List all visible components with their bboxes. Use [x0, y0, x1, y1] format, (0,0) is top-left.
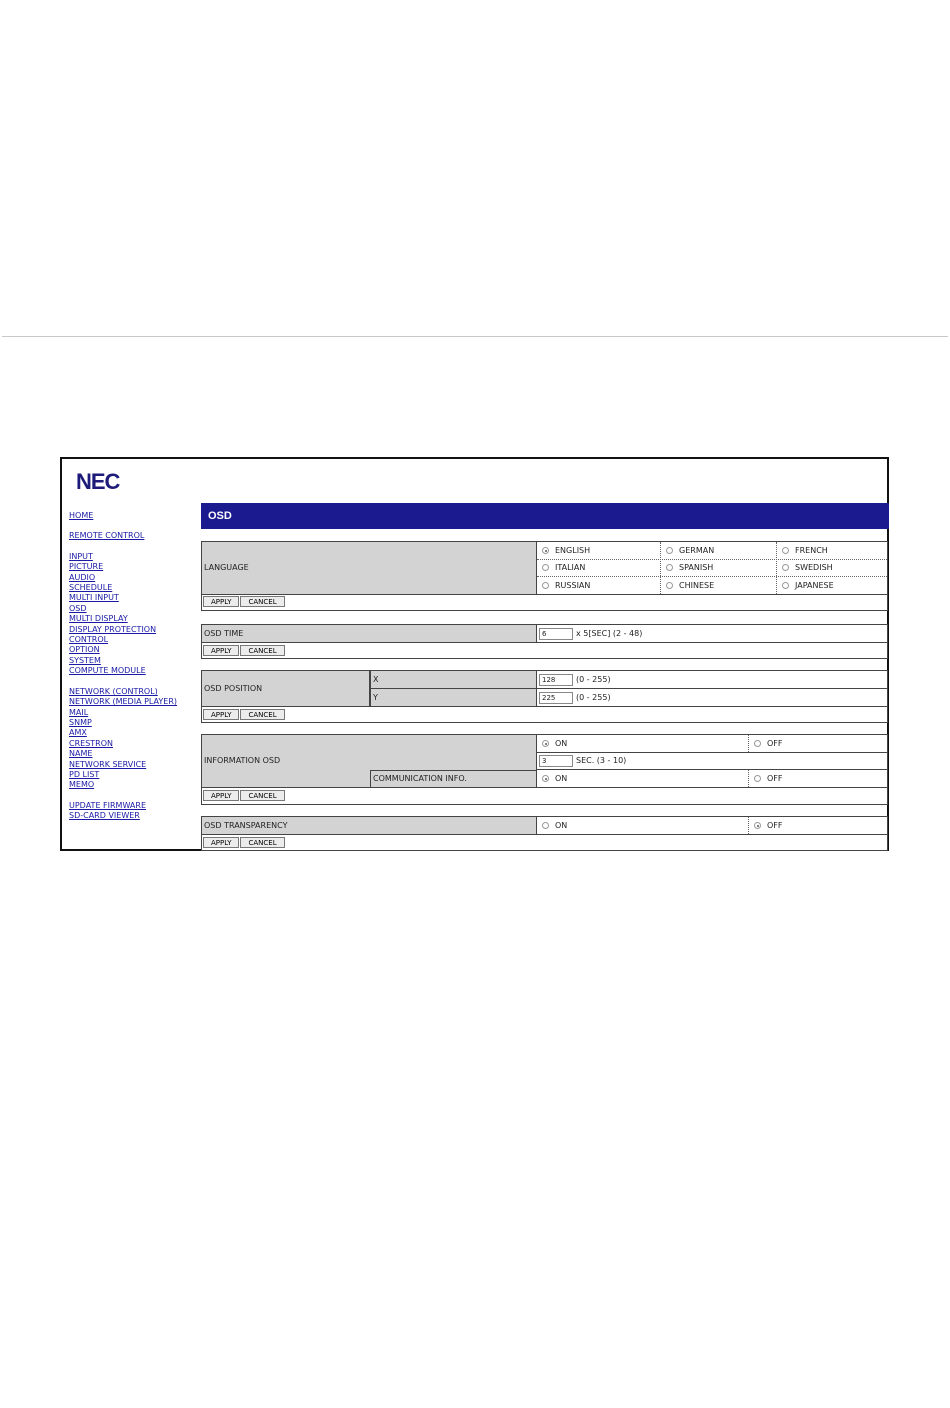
- language-option-chinese[interactable]: CHINESE: [662, 576, 774, 594]
- sidebar-link-osd[interactable]: OSD: [69, 603, 87, 613]
- osd-transparency-on-option[interactable]: ON: [538, 817, 746, 834]
- communication-info-label: COMMUNICATION INFO.: [370, 770, 537, 787]
- sidebar-link-option[interactable]: OPTION: [69, 645, 100, 655]
- radio-icon[interactable]: [754, 775, 761, 782]
- communication-info-on-option[interactable]: ON: [538, 770, 746, 787]
- osd-time-field: [538, 625, 878, 642]
- cancel-button[interactable]: CANCEL: [240, 790, 284, 801]
- sidebar-link-crestron[interactable]: CRESTRON: [69, 738, 114, 748]
- sidebar-link-update-firmware[interactable]: UPDATE FIRMWARE: [69, 800, 147, 810]
- sidebar-link-picture[interactable]: PICTURE: [69, 562, 104, 572]
- information-osd-sec-input[interactable]: 3: [539, 755, 573, 767]
- osd-transparency-section: [201, 816, 888, 851]
- apply-button[interactable]: APPLY: [203, 790, 239, 801]
- language-option-italian[interactable]: ITALIAN: [538, 559, 658, 576]
- information-osd-sec-field: 3 SEC. (3 - 10): [538, 752, 878, 769]
- radio-selected-icon[interactable]: [754, 822, 761, 829]
- language-option-swedish[interactable]: SWEDISH: [778, 559, 886, 576]
- sidebar-link-display-protection[interactable]: DISPLAY PROTECTION: [69, 624, 157, 634]
- radio-icon[interactable]: [542, 582, 549, 589]
- osd-position-y-label: Y: [370, 689, 537, 706]
- radio-icon[interactable]: [782, 547, 789, 554]
- language-option-german[interactable]: GERMAN: [662, 542, 774, 559]
- sidebar-link-input[interactable]: INPUT: [69, 551, 93, 561]
- radio-icon[interactable]: [666, 564, 673, 571]
- sidebar-link-network-media-player[interactable]: NETWORK (MEDIA PLAYER): [69, 697, 178, 707]
- radio-icon[interactable]: [782, 582, 789, 589]
- language-option-english[interactable]: ENGLISH: [538, 542, 658, 559]
- sidebar-link-mail[interactable]: MAIL: [69, 707, 89, 717]
- radio-icon[interactable]: [754, 740, 761, 747]
- sidebar-link-sd-card-viewer[interactable]: SD-CARD VIEWER: [69, 811, 140, 821]
- language-option-japanese[interactable]: JAPANESE: [778, 576, 886, 594]
- cancel-button[interactable]: CANCEL: [240, 645, 284, 656]
- osd-time-unit: x 5[SEC] (2 - 48): [576, 629, 643, 638]
- sidebar-link-compute-module[interactable]: COMPUTE MODULE: [69, 666, 146, 676]
- osd-transparency-off-option[interactable]: OFF: [750, 817, 886, 834]
- sidebar-link-network-service[interactable]: NETWORK SERVICE: [69, 759, 147, 769]
- language-option-french[interactable]: FRENCH: [778, 542, 886, 559]
- osd-position-buttons: [203, 709, 285, 720]
- cancel-button[interactable]: CANCEL: [240, 709, 284, 720]
- osd-time-label: OSD TIME: [202, 625, 537, 642]
- sidebar-link-pd-list[interactable]: PD LIST: [69, 769, 100, 779]
- osd-transparency-buttons: [203, 837, 285, 848]
- apply-button[interactable]: APPLY: [203, 709, 239, 720]
- page-title: OSD: [201, 503, 889, 529]
- osd-time-section: [201, 624, 888, 659]
- language-label: LANGUAGE: [202, 542, 537, 594]
- osd-position-y-input[interactable]: 225: [539, 692, 573, 704]
- sidebar-link-snmp[interactable]: SNMP: [69, 717, 92, 727]
- information-osd-section: [201, 734, 888, 805]
- radio-selected-icon[interactable]: [542, 547, 549, 554]
- sidebar-link-multi-display[interactable]: MULTI DISPLAY: [69, 614, 128, 624]
- cancel-button[interactable]: CANCEL: [240, 837, 284, 848]
- browser-frame: [60, 457, 889, 851]
- sidebar-link-amx[interactable]: AMX: [69, 728, 87, 738]
- radio-icon[interactable]: [666, 547, 673, 554]
- osd-time-buttons: [203, 645, 285, 656]
- osd-position-y-field: 225 (0 - 255): [538, 689, 878, 706]
- page-divider: [2, 336, 948, 337]
- sidebar-link-memo[interactable]: MEMO: [69, 780, 95, 790]
- information-osd-off-option[interactable]: OFF: [750, 735, 886, 752]
- sidebar-link-name[interactable]: NAME: [69, 749, 93, 759]
- sidebar-nav: [69, 511, 199, 822]
- osd-position-label: OSD POSITION: [202, 671, 370, 706]
- sidebar-link-schedule[interactable]: SCHEDULE: [69, 583, 113, 593]
- sidebar-link-home[interactable]: HOME: [69, 511, 94, 520]
- radio-selected-icon[interactable]: [542, 740, 549, 747]
- radio-icon[interactable]: [666, 582, 673, 589]
- main-content: [201, 503, 889, 847]
- sidebar-link-system[interactable]: SYSTEM: [69, 655, 101, 665]
- sidebar-link-audio[interactable]: AUDIO: [69, 572, 96, 582]
- osd-position-section: [201, 670, 888, 723]
- information-osd-buttons: [203, 790, 285, 801]
- cancel-button[interactable]: CANCEL: [240, 596, 284, 607]
- sidebar-link-multi-input[interactable]: MULTI INPUT: [69, 593, 119, 603]
- radio-icon[interactable]: [542, 822, 549, 829]
- apply-button[interactable]: APPLY: [203, 837, 239, 848]
- language-section: [201, 541, 888, 611]
- sidebar-link-control[interactable]: CONTROL: [69, 635, 109, 645]
- language-option-spanish[interactable]: SPANISH: [662, 559, 774, 576]
- apply-button[interactable]: APPLY: [203, 596, 239, 607]
- sidebar-link-remote-control[interactable]: REMOTE CONTROL: [69, 531, 145, 541]
- radio-selected-icon[interactable]: [542, 775, 549, 782]
- language-buttons: [203, 596, 285, 607]
- language-option-russian[interactable]: RUSSIAN: [538, 576, 658, 594]
- information-osd-on-option[interactable]: ON: [538, 735, 746, 752]
- radio-icon[interactable]: [542, 564, 549, 571]
- osd-position-x-label: X: [370, 671, 537, 688]
- osd-time-input[interactable]: 6: [539, 628, 573, 640]
- osd-position-x-field: 128 (0 - 255): [538, 671, 878, 688]
- radio-icon[interactable]: [782, 564, 789, 571]
- communication-info-off-option[interactable]: OFF: [750, 770, 886, 787]
- sidebar-link-network-control[interactable]: NETWORK (CONTROL): [69, 686, 158, 696]
- information-osd-label: INFORMATION OSD: [202, 735, 537, 787]
- nec-logo: NEC: [76, 469, 120, 494]
- osd-position-x-input[interactable]: 128: [539, 674, 573, 686]
- apply-button[interactable]: APPLY: [203, 645, 239, 656]
- osd-transparency-label: OSD TRANSPARENCY: [202, 817, 537, 834]
